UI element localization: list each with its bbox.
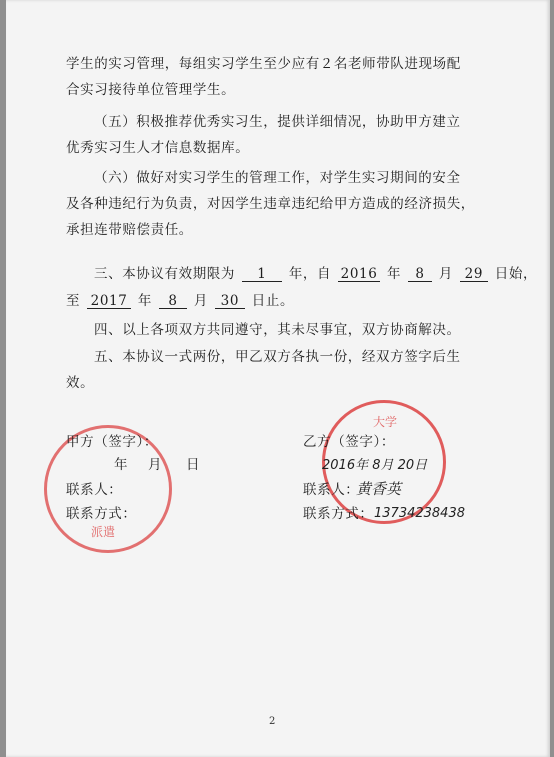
text-line: （六）做好对实习学生的管理工作，对学生实习期间的安全 (94, 170, 461, 186)
start-day: 29 (460, 267, 488, 282)
party-b-phone: 13734238438 (374, 506, 465, 521)
validity-text: 年，自 (288, 266, 332, 282)
party-b-date: 2016年 8月 20日 (322, 458, 428, 473)
text-line: 学生的实习管理，每组实习学生至少应有２名老师带队进现场配 (66, 56, 461, 72)
text-line: 承担连带赔偿责任。 (66, 222, 193, 238)
year-label: 年 (137, 293, 153, 309)
end-month: 8 (159, 294, 187, 309)
validity-years: 1 (242, 267, 282, 282)
party-a-year: 年 (114, 457, 129, 473)
validity-line (94, 262, 537, 282)
text-line: 合实习接待单位管理学生。 (66, 82, 236, 98)
text-line: 效。 (66, 375, 95, 391)
text-line: 优秀实习生人才信息数据库。 (66, 140, 250, 156)
month-label: 月 (193, 293, 208, 309)
party-a-month: 月 (148, 457, 163, 473)
page-number: 2 (269, 716, 276, 727)
start-year: 2016 (338, 267, 380, 282)
end-day: 30 (215, 294, 245, 309)
start-month: 8 (408, 267, 432, 282)
party-b-seal: 大学 (322, 400, 446, 524)
end-year: 2017 (87, 294, 131, 309)
day-label: 日始， (494, 266, 538, 282)
party-b-contact-method: 联系方式： (303, 506, 374, 522)
party-a-contact-method: 联系方式： (66, 506, 137, 522)
party-a-seal: 派遣 (44, 425, 172, 553)
party-a-day: 日 (186, 457, 201, 473)
month-label: 月 (438, 266, 453, 282)
to-label: 至 (66, 293, 81, 309)
party-b-contact-name: 黄香英 (356, 480, 402, 498)
validity-prefix: 三、本协议有效期限为 (94, 266, 235, 282)
text-line: 四、以上各项双方共同遵守，其未尽事宜，双方协商解决。 (94, 322, 461, 338)
text-line: 五、本协议一式两份，甲乙双方各执一份，经双方签字后生 (94, 349, 461, 365)
text-line: 及各种违纪行为负责，对因学生违章违纪给甲方造成的经济损失， (66, 196, 475, 212)
party-b-label: 乙方（签字）： (303, 434, 395, 450)
party-b-contact: 联系人： (303, 482, 360, 498)
day-end-label: 日止。 (251, 293, 295, 309)
text-line: （五）积极推荐优秀实习生，提供详细情况，协助甲方建立 (94, 114, 461, 130)
document-page (6, 0, 550, 757)
party-a-label: 甲方（签字）： (66, 434, 158, 450)
year-label: 年 (386, 266, 402, 282)
party-a-contact: 联系人： (66, 482, 123, 498)
validity-end-line (66, 289, 294, 309)
